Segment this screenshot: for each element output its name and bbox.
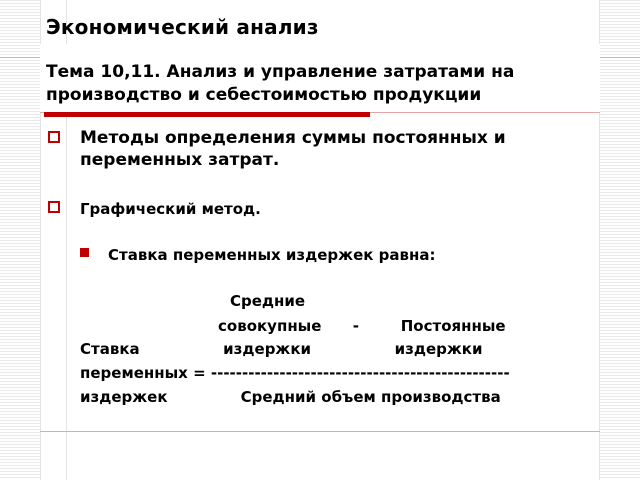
formula-line-1: Средние (230, 292, 306, 310)
bullet-square-icon (48, 131, 60, 143)
bullet-square-icon (48, 201, 60, 213)
formula-line-4: переменных = ------------------------------------------------ (80, 364, 510, 382)
graphic-method-bullet: Графический метод. (80, 200, 261, 218)
variable-cost-rate-bullet: Ставка переменных издержек равна: (108, 246, 436, 264)
formula-line-2: совокупные - Постоянные (218, 317, 506, 335)
formula-line-5: издержек Средний объем производства (80, 388, 501, 406)
slide-title: Экономический анализ (46, 15, 319, 39)
methods-bullet: Методы определения суммы постоянных и переменных затрат. (80, 128, 506, 170)
topic-heading: Тема 10,11. Анализ и управление затратами на производство и себестоимостью продукции (46, 62, 515, 105)
bottom-rule (40, 431, 600, 432)
formula-line-3: Ставка издержки издержки (80, 340, 483, 358)
accent-bar (44, 112, 370, 117)
sub-bullet-square-icon (80, 248, 89, 257)
